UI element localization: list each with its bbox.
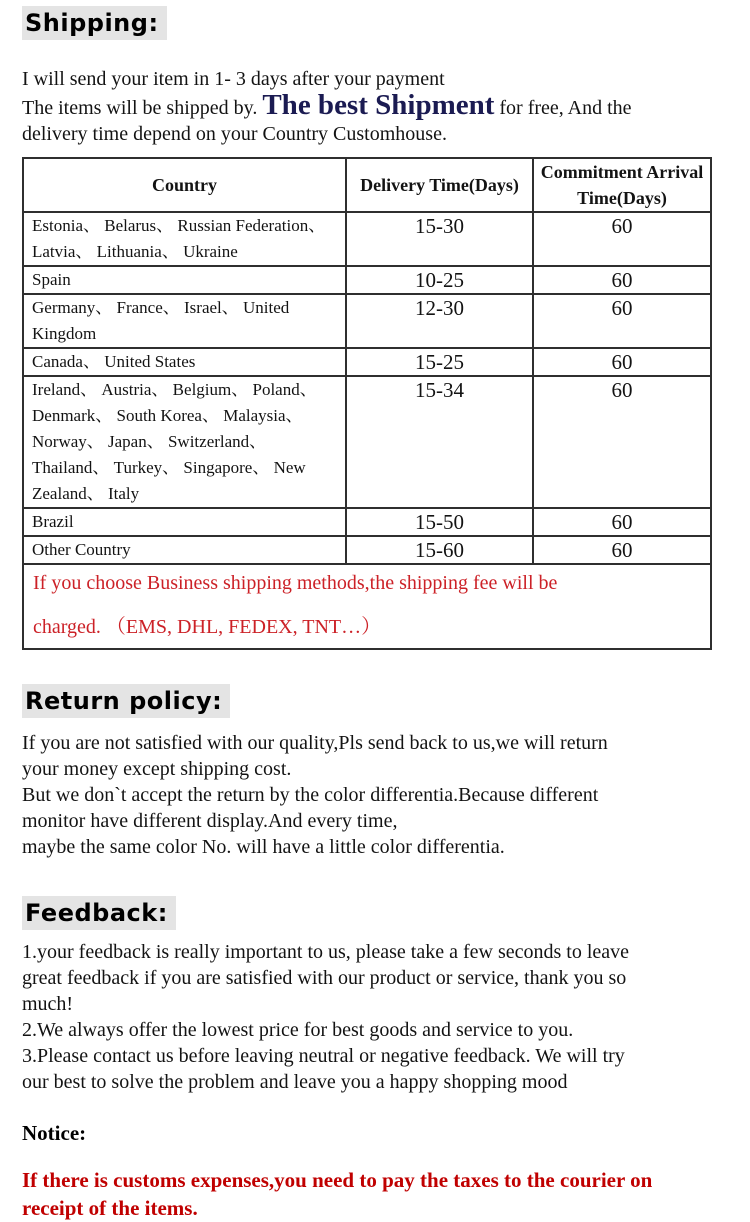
country-cell: Estonia、 Belarus、 Russian Federation、 Latvia、 Lithuania、 Ukraine	[23, 212, 346, 266]
feedback-heading: Feedback:	[22, 896, 176, 930]
table-row	[23, 536, 711, 564]
feedback-line: great feedback if you are satisfied with our product or service, thank you so	[22, 967, 627, 989]
shipping-section	[22, 6, 730, 650]
country-cell: Brazil	[23, 508, 346, 536]
shipping-heading: Shipping:	[22, 6, 167, 40]
country-cell: Ireland、 Austria、 Belgium、 Poland、 Denmark、 South Korea、 Malaysia、 Norway、 Japan、 Switzerland、 Thailand、 Turkey、 Singapore、 New Zealand、 Italy	[23, 376, 346, 508]
commitment-cell: 60	[533, 536, 711, 564]
customs-notice	[22, 1166, 730, 1222]
delivery-cell: 15-34	[346, 376, 533, 508]
shipping-intro-line2	[22, 89, 730, 121]
header-cell-delivery-time: Delivery Time(Days)	[346, 158, 533, 212]
table-row	[23, 212, 711, 266]
table-row	[23, 508, 711, 536]
delivery-cell: 15-60	[346, 536, 533, 564]
shipping-intro-line3: delivery time depend on your Country Customhouse.	[22, 123, 447, 145]
delivery-cell: 12-30	[346, 294, 533, 348]
commitment-cell: 60	[533, 508, 711, 536]
country-cell: Canada、 United States	[23, 348, 346, 376]
country-cell: Germany、 France、 Israel、 United Kingdom	[23, 294, 346, 348]
customs-notice-line: receipt of the items.	[22, 1196, 198, 1220]
commitment-cell: 60	[533, 266, 711, 294]
return-policy-line: If you are not satisfied with our quality,Pls send back to us,we will return	[22, 732, 608, 754]
return-policy-line: But we don`t accept the return by the color differentia.Because different	[22, 784, 599, 806]
delivery-cell: 15-25	[346, 348, 533, 376]
shipping-intro-line1: I will send your item in 1- 3 days after your payment	[22, 68, 445, 90]
header-cell-commitment-time: Commitment Arrival Time(Days)	[533, 158, 711, 212]
notice-heading: Notice:	[22, 1121, 87, 1145]
return-policy-heading: Return policy:	[22, 684, 230, 718]
feedback-line: our best to solve the problem and leave you a happy shopping mood	[22, 1071, 568, 1093]
return-policy-text	[22, 730, 730, 860]
shipping-table	[22, 157, 712, 650]
table-note-row	[23, 564, 711, 649]
feedback-line: 2.We always offer the lowest price for best goods and service to you.	[22, 1019, 574, 1041]
customs-notice-line: If there is customs expenses,you need to pay the taxes to the courier on	[22, 1168, 653, 1192]
shipping-fee-note	[23, 564, 711, 649]
shipping-fee-note-line2: charged. （EMS, DHL, FEDEX, TNT…）	[33, 616, 382, 638]
return-policy-line: your money except shipping cost.	[22, 758, 292, 780]
feedback-text	[22, 939, 730, 1095]
feedback-section	[22, 896, 730, 1095]
table-row	[23, 266, 711, 294]
table-header-row	[23, 158, 711, 212]
notice-section	[22, 1121, 730, 1222]
best-shipment-highlight: The best Shipment	[262, 89, 495, 121]
header-cell-country: Country	[23, 158, 346, 212]
feedback-line: 3.Please contact us before leaving neutral or negative feedback. We will try	[22, 1045, 625, 1067]
return-policy-line: monitor have different display.And every time,	[22, 810, 398, 832]
return-policy-line: maybe the same color No. will have a little color differentia.	[22, 836, 505, 858]
shipping-intro-line2-prefix: The items will be shipped by.	[22, 97, 263, 119]
shipping-intro	[22, 66, 730, 147]
table-row	[23, 294, 711, 348]
delivery-cell: 15-30	[346, 212, 533, 266]
delivery-cell: 10-25	[346, 266, 533, 294]
country-cell: Other Country	[23, 536, 346, 564]
table-row	[23, 376, 711, 508]
commitment-cell: 60	[533, 212, 711, 266]
shipping-fee-note-line1: If you choose Business shipping methods,the shipping fee will be	[33, 572, 558, 594]
commitment-cell: 60	[533, 294, 711, 348]
delivery-cell: 15-50	[346, 508, 533, 536]
commitment-cell: 60	[533, 348, 711, 376]
country-cell: Spain	[23, 266, 346, 294]
table-row	[23, 348, 711, 376]
feedback-line: much!	[22, 993, 74, 1015]
return-policy-section	[22, 684, 730, 860]
shipping-intro-line2-suffix: for free, And the	[494, 97, 632, 119]
feedback-line: 1.your feedback is really important to us, please take a few seconds to leave	[22, 941, 630, 963]
commitment-cell: 60	[533, 376, 711, 508]
